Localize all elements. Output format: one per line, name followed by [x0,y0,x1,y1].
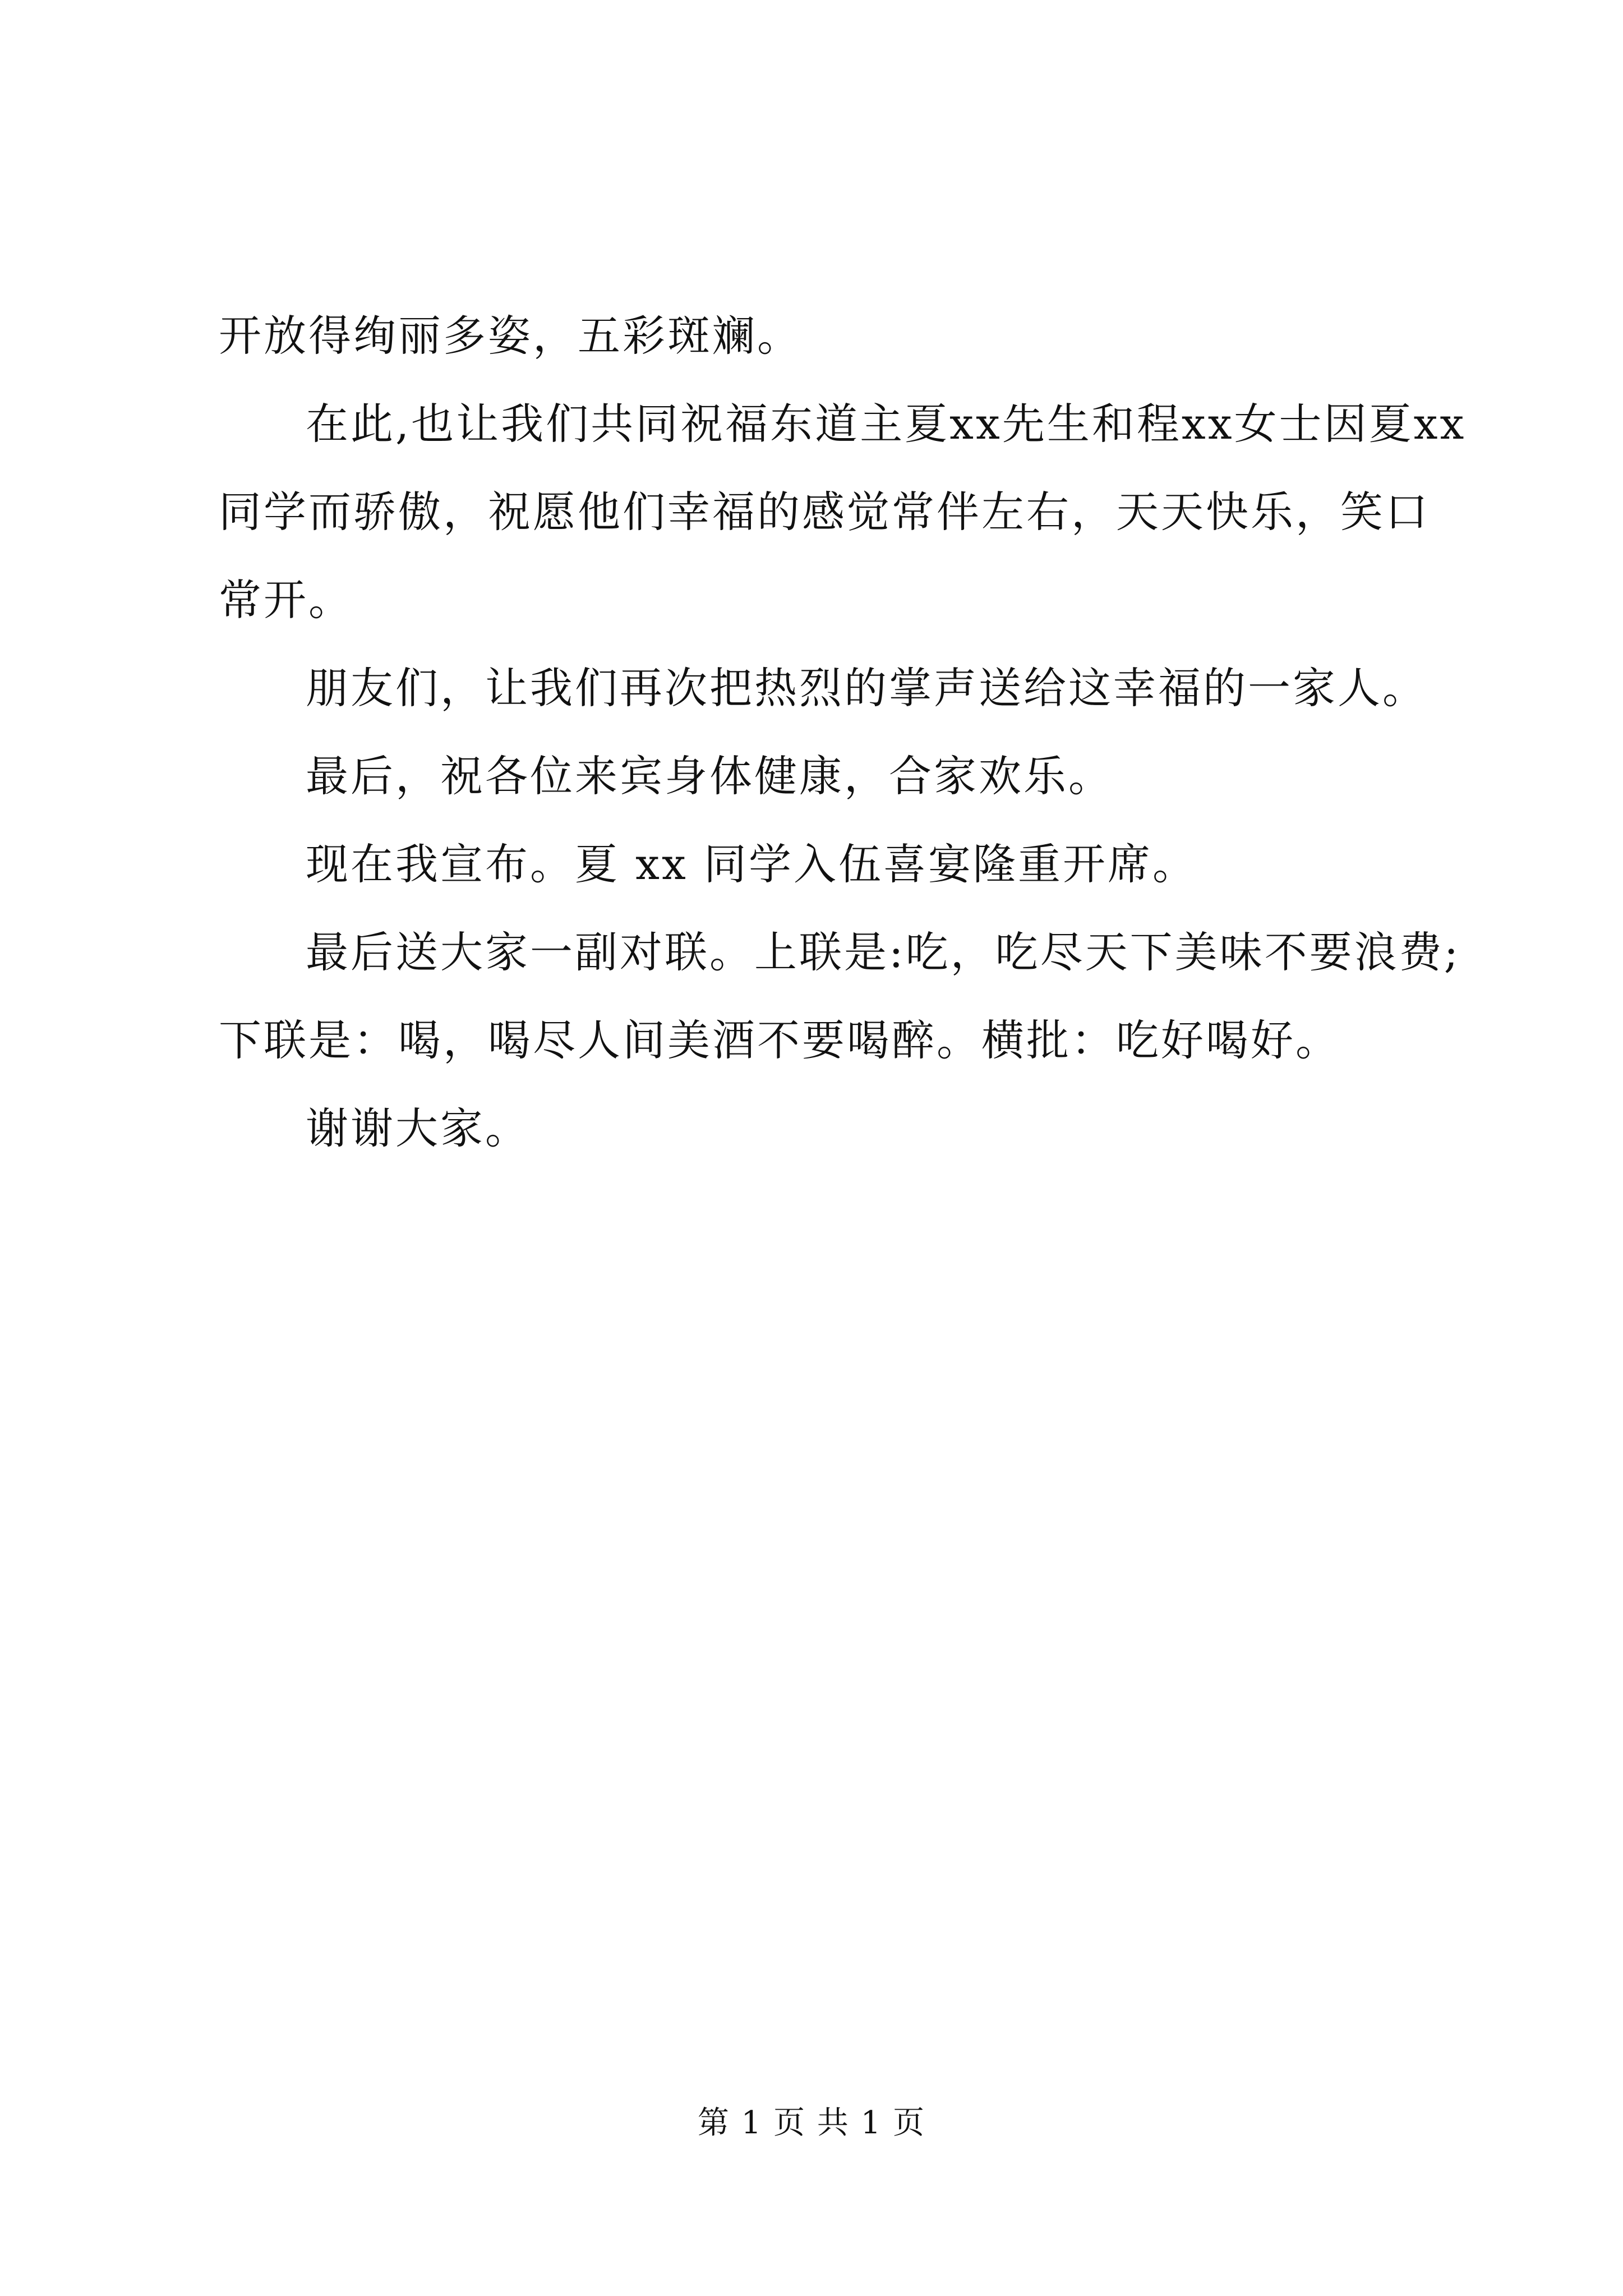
text-line: 最后送大家一副对联。上联是:吃，吃尽天下美味不要浪费; [306,927,1461,977]
text-line: 同学而骄傲，祝愿他们幸福的感觉常伴左右，天天快乐，笑口 [219,487,1430,537]
text-line: 常开。 [219,575,353,625]
text-line: 最后，祝各位来宾身体健康，合家欢乐。 [306,751,1113,801]
text-line: 朋友们，让我们再次把热烈的掌声送给这幸福的一家人。 [306,663,1427,713]
text-line: 开放得绚丽多姿，五彩斑斓。 [219,311,802,361]
document-body [219,292,1467,1172]
page-number-footer: 第 1 页 共 1 页 [697,2105,926,2141]
text-line: 谢谢大家。 [306,1103,530,1153]
text-line: 下联是：喝，喝尽人间美酒不要喝醉。横批：吃好喝好。 [219,1015,1340,1065]
text-line: 在此,也让我们共同祝福东道主夏xx先生和程xx女士因夏xx [306,399,1467,449]
text-line: 现在我宣布。夏 xx 同学入伍喜宴隆重开席。 [306,839,1198,889]
